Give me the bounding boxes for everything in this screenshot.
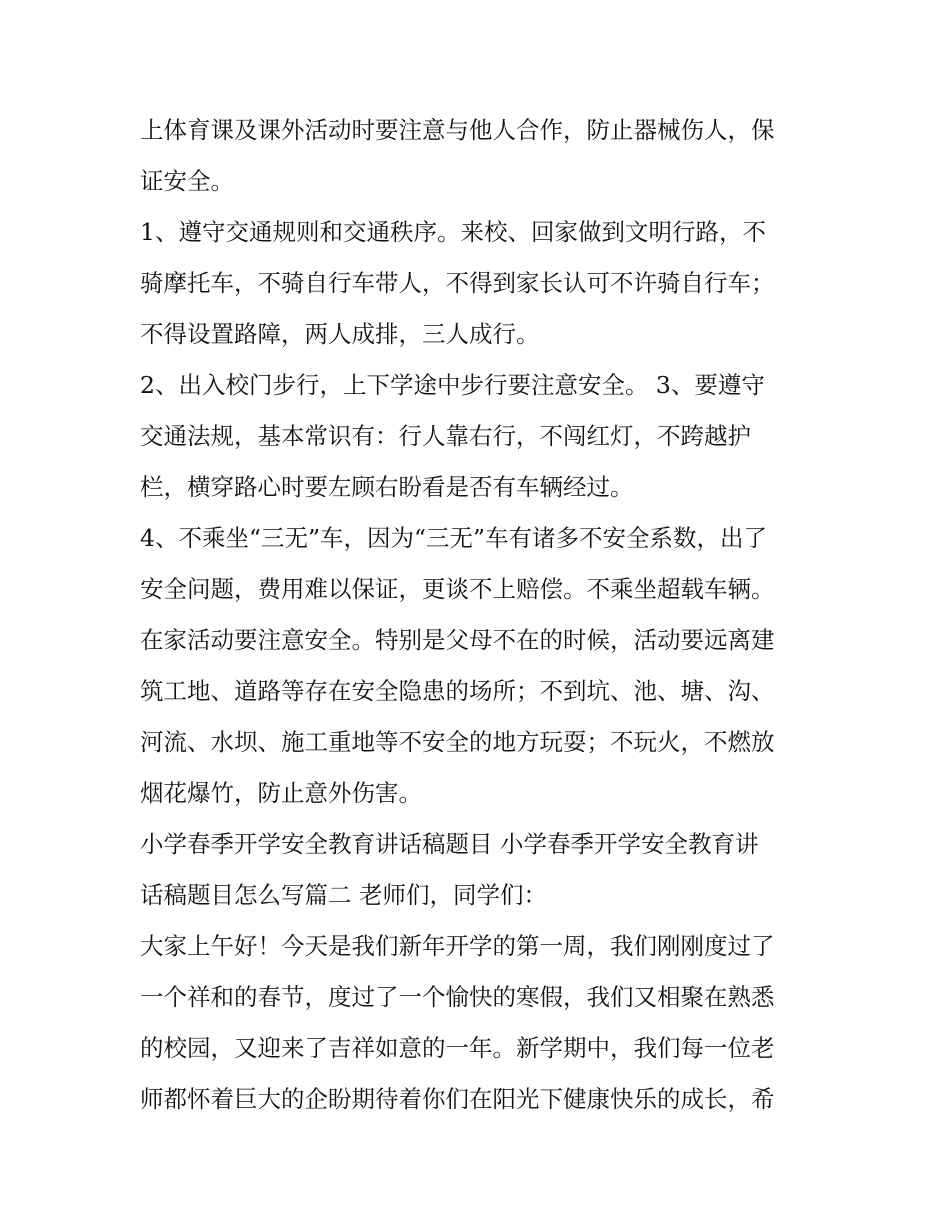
text-line: 师都怀着巨大的企盼期待着你们在阳光下健康快乐的成长，希 [140,1085,775,1113]
text-line: 上体育课及课外活动时要注意与他人合作，防止器械伤人，保 [140,116,775,144]
text-line: 1、遵守交通规则和交通秩序。来校、回家做到文明行路，不 [140,218,766,246]
text-line: 不得设置路障，两人成排，三人成行。 [140,320,540,348]
text-line: 的校园，又迎来了吉祥如意的一年。新学期中，我们每一位老 [140,1034,775,1062]
text-line: 烟花爆竹，防止意外伤害。 [140,779,422,807]
text-line: 证安全。 [140,167,234,195]
text-line: 河流、水坝、施工重地等不安全的地方玩耍；不玩火，不燃放 [140,728,775,756]
text-line: 4、不乘坐“三无”车，因为“三无”车有诸多不安全系数，出了 [140,524,768,552]
document-body [140,105,820,1125]
text-line: 骑摩托车，不骑自行车带人，不得到家长认可不许骑自行车； [140,269,775,297]
text-line: 2、出入校门步行，上下学途中步行要注意安全。 3、要遵守 [140,371,765,399]
text-line: 在家活动要注意安全。特别是父母不在的时候，活动要远离建 [140,626,775,654]
text-line: 一个祥和的春节，度过了一个愉快的寒假，我们又相聚在熟悉 [140,983,775,1011]
text-line: 大家上午好！今天是我们新年开学的第一周，我们刚刚度过了 [140,932,775,960]
text-line: 小学春季开学安全教育讲话稿题目 小学春季开学安全教育讲 [140,830,759,858]
text-line: 筑工地、道路等存在安全隐患的场所；不到坑、池、塘、沟、 [140,677,775,705]
text-line: 话稿题目怎么写篇二 老师们，同学们： [140,881,547,909]
text-line: 交通法规，基本常识有：行人靠右行，不闯红灯，不跨越护 [140,422,751,450]
text-line: 栏，横穿路心时要左顾右盼看是否有车辆经过。 [140,473,634,501]
text-line: 安全问题，费用难以保证，更谈不上赔偿。不乘坐超载车辆。 [140,575,775,603]
